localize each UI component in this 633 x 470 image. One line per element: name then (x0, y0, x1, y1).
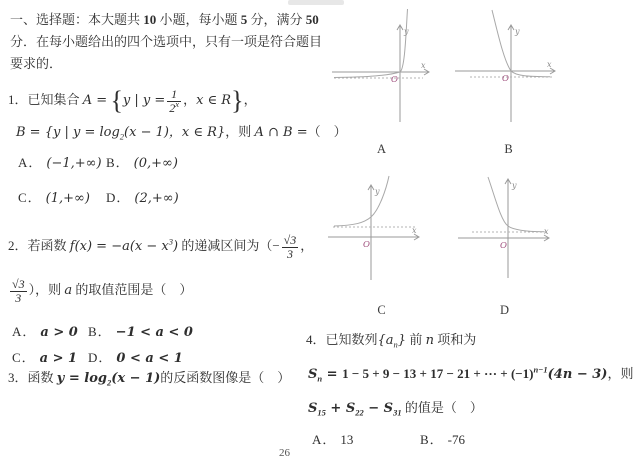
graph-option-d (458, 172, 556, 286)
header-total: 50 (305, 12, 319, 27)
left-brace: { (110, 86, 123, 116)
q1-intro: 1．已知集合 (8, 92, 83, 107)
q1-intersection: A ∩ B = (254, 125, 308, 140)
q4-sequence: {a (377, 333, 394, 348)
q4-option-b (420, 430, 465, 450)
section-header-line3: 要求的． (10, 56, 63, 71)
option-label: C． (12, 350, 36, 365)
q4-mid: 前 (406, 332, 426, 347)
q4-statement-line3 (308, 398, 483, 419)
scan-artifact (288, 0, 344, 5)
option-value: a > 0 (40, 325, 78, 340)
q3-intro: 3．函数 (8, 370, 57, 385)
numerator: 1 (171, 86, 178, 101)
y-axis-label: y (404, 27, 409, 36)
fraction-sqrt3-over-3 (10, 278, 27, 304)
graph-b-letter: B (504, 142, 514, 156)
q3-tail: 的反函数图像是（ ） (160, 370, 291, 385)
q4-statement-line2 (308, 364, 633, 385)
q2-option-d (88, 348, 183, 369)
numerator: √3 (283, 232, 297, 247)
sum-symbol: S (308, 401, 318, 416)
q4-series-end: (4n − 3) (547, 367, 608, 382)
q1-statement-line1 (8, 84, 257, 117)
header-text: 分，满分 (247, 12, 306, 27)
q4-var-n: n (425, 333, 434, 348)
q4-then: ，则 (607, 366, 633, 381)
exponential-curve (492, 10, 550, 77)
exponent: 3 (168, 236, 173, 247)
denominator: 3 (10, 291, 27, 305)
comma: ， (300, 238, 314, 253)
option-label: B． (106, 155, 130, 170)
log-base: 2 (106, 377, 112, 388)
q3-function: y = log (56, 371, 107, 386)
q2-var-a: a (64, 283, 73, 298)
graph-d-letter: D (499, 303, 511, 317)
option-value: 13 (340, 432, 354, 447)
x-axis-label: x (412, 226, 417, 235)
y-axis-label: y (512, 181, 517, 190)
q1-option-d (106, 188, 179, 209)
x-axis-label: x (421, 61, 426, 70)
option-value: a > 1 (39, 351, 78, 366)
option-value: 0 < a < 1 (116, 351, 183, 366)
exponential-curve (334, 9, 408, 78)
option-value: −1 < a < 0 (115, 325, 193, 340)
numerator: √3 (12, 276, 25, 291)
graph-c-letter: C (377, 303, 387, 317)
q2-statement-line2 (8, 274, 192, 307)
q2-option-c (12, 348, 77, 369)
q2-intro: 2．若函数 (8, 238, 70, 253)
q1-then: ，则 (225, 124, 255, 139)
origin-label: O (502, 74, 509, 84)
q1-statement-line2 (16, 122, 347, 143)
option-value: (1,+∞) (45, 191, 90, 206)
q2-option-b (88, 322, 193, 343)
comma: ， (243, 92, 257, 107)
series-exponent: n−1 (533, 364, 548, 375)
fraction-sqrt3-over-3 (282, 234, 299, 260)
denominator (167, 98, 181, 115)
den-base: 2 (169, 100, 176, 115)
q1-set-b: B = {y | y = log (16, 125, 120, 140)
option-value: (0,+∞) (133, 156, 178, 171)
y-axis-label: y (515, 27, 520, 36)
option-label: B． (420, 432, 444, 447)
q1-condition: y | y = (122, 93, 166, 108)
option-label: A． (312, 432, 337, 447)
q2-statement-line1 (8, 230, 313, 263)
q2-option-a (12, 322, 78, 343)
q2-mid: 的递减区间为（− (178, 238, 280, 253)
sum-index: 31 (393, 407, 402, 418)
q4-l3-tail: 的值是（ ） (401, 400, 483, 415)
origin-label: O (391, 75, 398, 85)
page-number: 26 (279, 447, 290, 459)
q1-set-b2: (x − 1)，x ∈ R} (124, 125, 226, 140)
log-base: 2 (119, 131, 125, 142)
origin-label: O (363, 240, 370, 250)
option-label: A． (18, 155, 43, 170)
option-label: D． (88, 350, 113, 365)
right-brace: } (231, 86, 244, 116)
q1-set-a: A = (82, 93, 108, 108)
sum-index: 15 (317, 407, 326, 418)
section-header-line1 (10, 10, 319, 30)
q1-option-a (18, 153, 102, 174)
q4-sequence-end: } (397, 333, 407, 348)
option-label: C． (18, 190, 42, 205)
sequence-index: n (393, 339, 398, 350)
q4-intro: 4．已知数列 (306, 332, 378, 347)
q2-rest: ），则 (28, 282, 65, 297)
answer-blank: （ ） (307, 124, 347, 139)
x-axis-label: x (547, 60, 552, 69)
graph-option-b (455, 6, 563, 130)
sum-symbol: − S (363, 401, 394, 416)
sum-symbol: S (308, 367, 318, 382)
q2-function: f(x) = −a(x − x (69, 239, 169, 254)
header-text: 小题，每小题 (156, 12, 241, 27)
option-value: -76 (447, 432, 466, 447)
comma: ， (183, 92, 197, 107)
fraction-1-over-2x (167, 88, 181, 114)
graph-option-c (328, 172, 426, 286)
graph-option-a (330, 6, 438, 130)
header-count: 10 (143, 12, 157, 27)
sum-index: n (317, 373, 323, 384)
option-value: (2,+∞) (134, 191, 179, 206)
header-points: 5 (240, 12, 248, 27)
section-header-line2: 分．在每小题给出的四个选项中，只有一项是符合题目 (10, 34, 323, 49)
option-label: B． (88, 324, 112, 339)
q2-function-end: ) (173, 239, 179, 254)
y-axis-label: y (375, 187, 380, 196)
q1-domain: x ∈ R (196, 93, 232, 108)
q4-statement-line1 (306, 330, 476, 351)
exponential-curve (334, 176, 389, 226)
den-exponent: x (175, 98, 180, 109)
sum-symbol: + S (325, 401, 356, 416)
option-label: D． (106, 190, 131, 205)
q4-tail: 项和为 (433, 332, 477, 347)
option-value: (−1,+∞) (46, 156, 102, 171)
q4-option-a (312, 430, 353, 450)
graph-a-letter: A (376, 142, 388, 156)
header-text: 一、选择题：本大题共 (10, 12, 144, 27)
q3-function2: (x − 1) (111, 371, 161, 386)
sum-index: 22 (355, 407, 364, 418)
q3-statement (8, 368, 290, 389)
equals: = (322, 367, 343, 382)
q1-option-c (18, 188, 90, 209)
q4-series: 1 − 5 + 9 − 13 + 17 − 21 + ··· + (−1) (342, 366, 534, 381)
x-axis-label: x (544, 227, 549, 236)
option-label: A． (12, 324, 37, 339)
q2-rest2: 的取值范围是（ ） (72, 282, 193, 297)
q1-option-b (106, 153, 178, 174)
origin-label: O (500, 241, 507, 251)
denominator: 3 (282, 247, 299, 261)
